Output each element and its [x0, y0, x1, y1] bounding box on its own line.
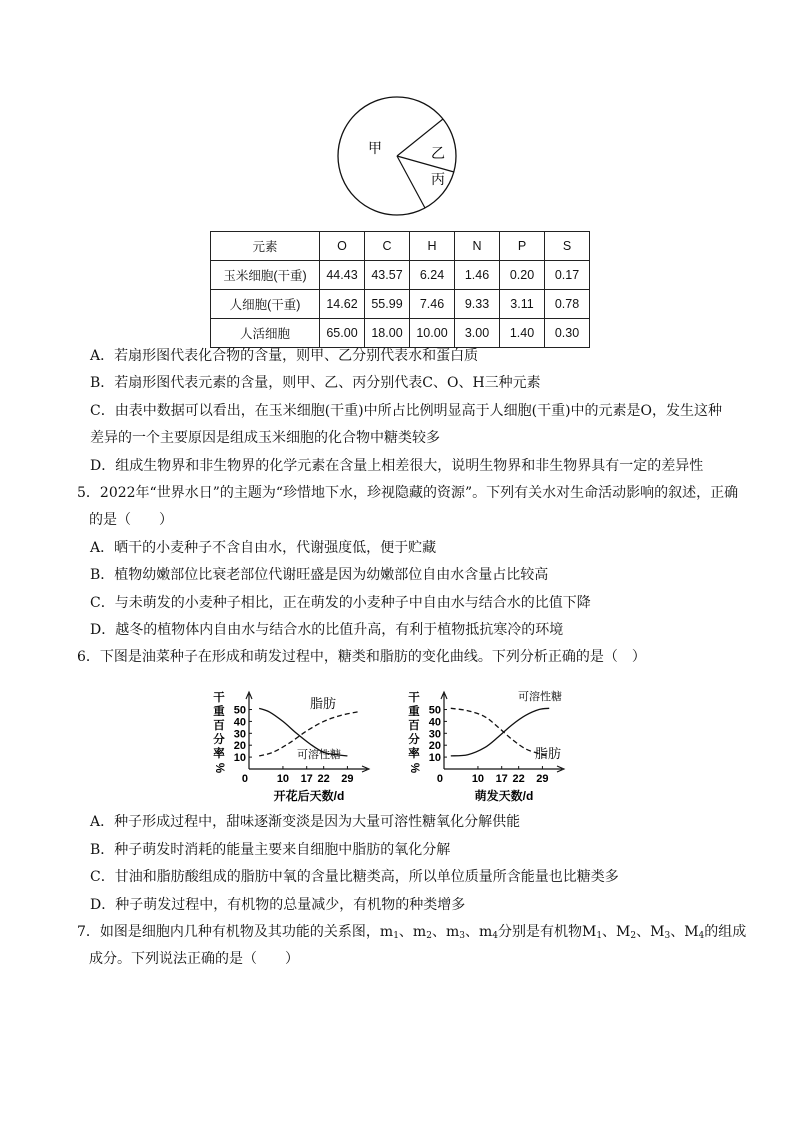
- q4-option-d: D．组成生物界和非生物界的化学元素在含量上相差很大，说明生物界和非生物界具有一定的差异性: [90, 458, 704, 474]
- separator: 、: [464, 924, 479, 940]
- y-axis-label-char: 重: [408, 706, 420, 718]
- q5-option-b: B．植物幼嫩部位比衰老部位代谢旺盛是因为幼嫩部位自由水含量占比较高: [90, 567, 549, 583]
- q7-stem-line1: 7．如图是细胞内几种有机物及其功能的关系图，$m_1$、$m_2$、$m_3$、$m_4$分别是有机物$M_1$、$M_2$、$M_3$、$M_4$的组成: [77, 924, 747, 941]
- x-tick-label: 10: [276, 773, 290, 785]
- subscript: 1: [393, 931, 399, 941]
- y-axis-label-char: %: [213, 762, 225, 774]
- table-cell: 18.00: [365, 319, 410, 348]
- table-header-cell: P: [500, 232, 545, 261]
- table-cell: 3.00: [455, 319, 500, 348]
- table-row-label: 人活细胞: [211, 319, 320, 348]
- separator: 、: [398, 924, 413, 940]
- table-cell: 1.46: [455, 261, 500, 290]
- y-tick-label: 50: [233, 704, 246, 717]
- y-axis-label-char: %: [408, 762, 420, 774]
- table-header-cell: C: [365, 232, 410, 261]
- q7-stem-part-b: 分别是有机物M: [497, 924, 597, 940]
- table-header-cell: S: [545, 232, 590, 261]
- table-cell: 3.11: [500, 290, 545, 319]
- y-tick-label: 20: [233, 740, 246, 753]
- y-axis-label-char: 分: [408, 734, 420, 746]
- subscript: 2: [426, 931, 432, 941]
- table-header-cell: O: [320, 232, 365, 261]
- subscript: 3: [459, 931, 465, 941]
- chart-seed-formation: [205, 684, 385, 809]
- table-cell: 55.99: [365, 290, 410, 319]
- pie-divider-2: [397, 156, 454, 172]
- pie-label-jia: 甲: [368, 141, 382, 157]
- q4-option-c-line2: 差异的一个主要原因是组成玉米细胞的化合物中糖类较多: [90, 430, 440, 446]
- series-label: 可溶性糖: [297, 748, 341, 761]
- table-cell: 0.20: [500, 261, 545, 290]
- y-axis-label-char: 分: [213, 734, 225, 746]
- table-cell: 43.57: [365, 261, 410, 290]
- q6-option-d: D．种子萌发过程中，有机物的总量减少，有机物的种类增多: [90, 897, 466, 913]
- x-tick-label: 29: [341, 773, 354, 785]
- table-cell: 9.33: [455, 290, 500, 319]
- q7-stem-line2: 成分。下列说法正确的是（ ）: [89, 951, 299, 967]
- table-cell: 0.30: [545, 319, 590, 348]
- element-table: [210, 231, 590, 348]
- table-cell: 0.17: [545, 261, 590, 290]
- x-tick-label: 0: [436, 773, 443, 785]
- x-tick-label: 10: [471, 773, 485, 785]
- x-tick-label: 22: [317, 773, 330, 785]
- x-tick-label: 17: [300, 773, 313, 785]
- subscript: 3: [664, 931, 671, 941]
- table-header-cell: 元素: [211, 232, 320, 261]
- table-cell: 0.78: [545, 290, 590, 319]
- series-label: 可溶性糖: [518, 690, 562, 703]
- table-header-row: [211, 232, 590, 261]
- y-axis-label-char: 率: [408, 748, 420, 760]
- x-tick-label: 0: [241, 773, 248, 785]
- q7-stem-part-a: 7．如图是细胞内几种有机物及其功能的关系图，m: [77, 924, 394, 940]
- y-tick-label: 40: [428, 716, 441, 729]
- y-axis-label-char: 重: [213, 706, 225, 718]
- q5-stem-line2: 的是（ ）: [89, 512, 173, 528]
- separator: 、: [670, 924, 685, 940]
- q6-stem: 6．下图是油菜种子在形成和萌发过程中，糖类和脂肪的变化曲线。下列分析正确的是（ ）: [77, 649, 646, 665]
- chart-seed-germination: [400, 684, 580, 809]
- table-row-label: 人细胞(干重): [211, 290, 320, 319]
- y-axis-label-char: 干: [408, 692, 420, 704]
- q6-option-b: B．种子萌发时消耗的能量主要来自细胞中脂肪的氧化分解: [90, 842, 451, 858]
- table-cell: 44.43: [320, 261, 365, 290]
- table-cell: 14.62: [320, 290, 365, 319]
- separator: 、: [431, 924, 446, 940]
- table-cell: 6.24: [410, 261, 455, 290]
- q6-option-c: C．甘油和脂肪酸组成的脂肪中氧的含量比糖类高，所以单位质量所含能量也比糖类多: [90, 869, 619, 885]
- table-cell: 10.00: [410, 319, 455, 348]
- y-tick-label: 30: [428, 728, 441, 741]
- subscript: 4: [492, 931, 498, 941]
- y-tick-label: 20: [428, 740, 441, 753]
- q4-option-a: A．若扇形图代表化合物的含量，则甲、乙分别代表水和蛋白质: [90, 348, 479, 364]
- y-axis-label-char: 率: [213, 748, 225, 760]
- series-label: 脂肪: [310, 697, 337, 712]
- q5-option-d: D．越冬的植物体内自由水与结合水的比值升高，有利于植物抵抗寒冷的环境: [90, 622, 564, 638]
- q5-stem-line1: 5．2022年“世界水日”的主题为“珍惜地下水，珍视隐藏的资源”。下列有关水对生命活动影响的叙述，正确: [77, 485, 739, 501]
- y-axis-label-char: 百: [213, 720, 225, 732]
- table-cell: 65.00: [320, 319, 365, 348]
- subscript: 2: [630, 931, 637, 941]
- x-tick-label: 22: [512, 773, 525, 785]
- pie-label-yi: 乙: [431, 146, 445, 162]
- table-row: [211, 261, 590, 290]
- x-tick-label: 17: [495, 773, 508, 785]
- q5-option-a: A．晒干的小麦种子不含自由水，代谢强度低，便于贮藏: [90, 540, 437, 556]
- table-header-cell: H: [410, 232, 455, 261]
- table-header-cell: N: [455, 232, 500, 261]
- table-row: [211, 290, 590, 319]
- y-tick-label: 40: [233, 716, 246, 729]
- series-label: 脂肪: [535, 747, 562, 762]
- q6-option-a: A．种子形成过程中，甜味逐渐变淡是因为大量可溶性糖氧化分解供能: [90, 814, 521, 830]
- x-tick-label: 29: [536, 773, 549, 785]
- y-tick-label: 10: [233, 752, 246, 765]
- q4-option-b: B．若扇形图代表元素的含量，则甲、乙、丙分别代表C、O、H三种元素: [90, 375, 541, 391]
- separator: 、: [636, 924, 651, 940]
- y-axis-label-char: 干: [213, 692, 225, 704]
- x-axis-title: 萌发天数/d: [474, 789, 534, 803]
- y-tick-label: 10: [428, 752, 441, 765]
- q7-stem-part-c: 的组成: [704, 924, 747, 940]
- separator: 、: [602, 924, 617, 940]
- pie-label-bing: 丙: [431, 172, 445, 188]
- y-tick-label: 30: [233, 728, 246, 741]
- table-cell: 1.40: [500, 319, 545, 348]
- pie-divider-3: [397, 156, 425, 208]
- x-axis-title: 开花后天数/d: [273, 789, 345, 803]
- subscript: 4: [698, 931, 705, 941]
- pie-chart: [336, 95, 462, 221]
- q4-option-c-line1: C．由表中数据可以看出，在玉米细胞(干重)中所占比例明显高于人细胞(干重)中的元素是O，发生这种: [90, 403, 723, 419]
- q5-option-c: C．与未萌发的小麦种子相比，正在萌发的小麦种子中自由水与结合水的比值下降: [90, 595, 591, 611]
- y-axis-label-char: 百: [408, 720, 420, 732]
- y-tick-label: 50: [428, 704, 441, 717]
- table-row-label: 玉米细胞(干重): [211, 261, 320, 290]
- table-row: [211, 319, 590, 348]
- subscript: 1: [596, 931, 603, 941]
- table-cell: 7.46: [410, 290, 455, 319]
